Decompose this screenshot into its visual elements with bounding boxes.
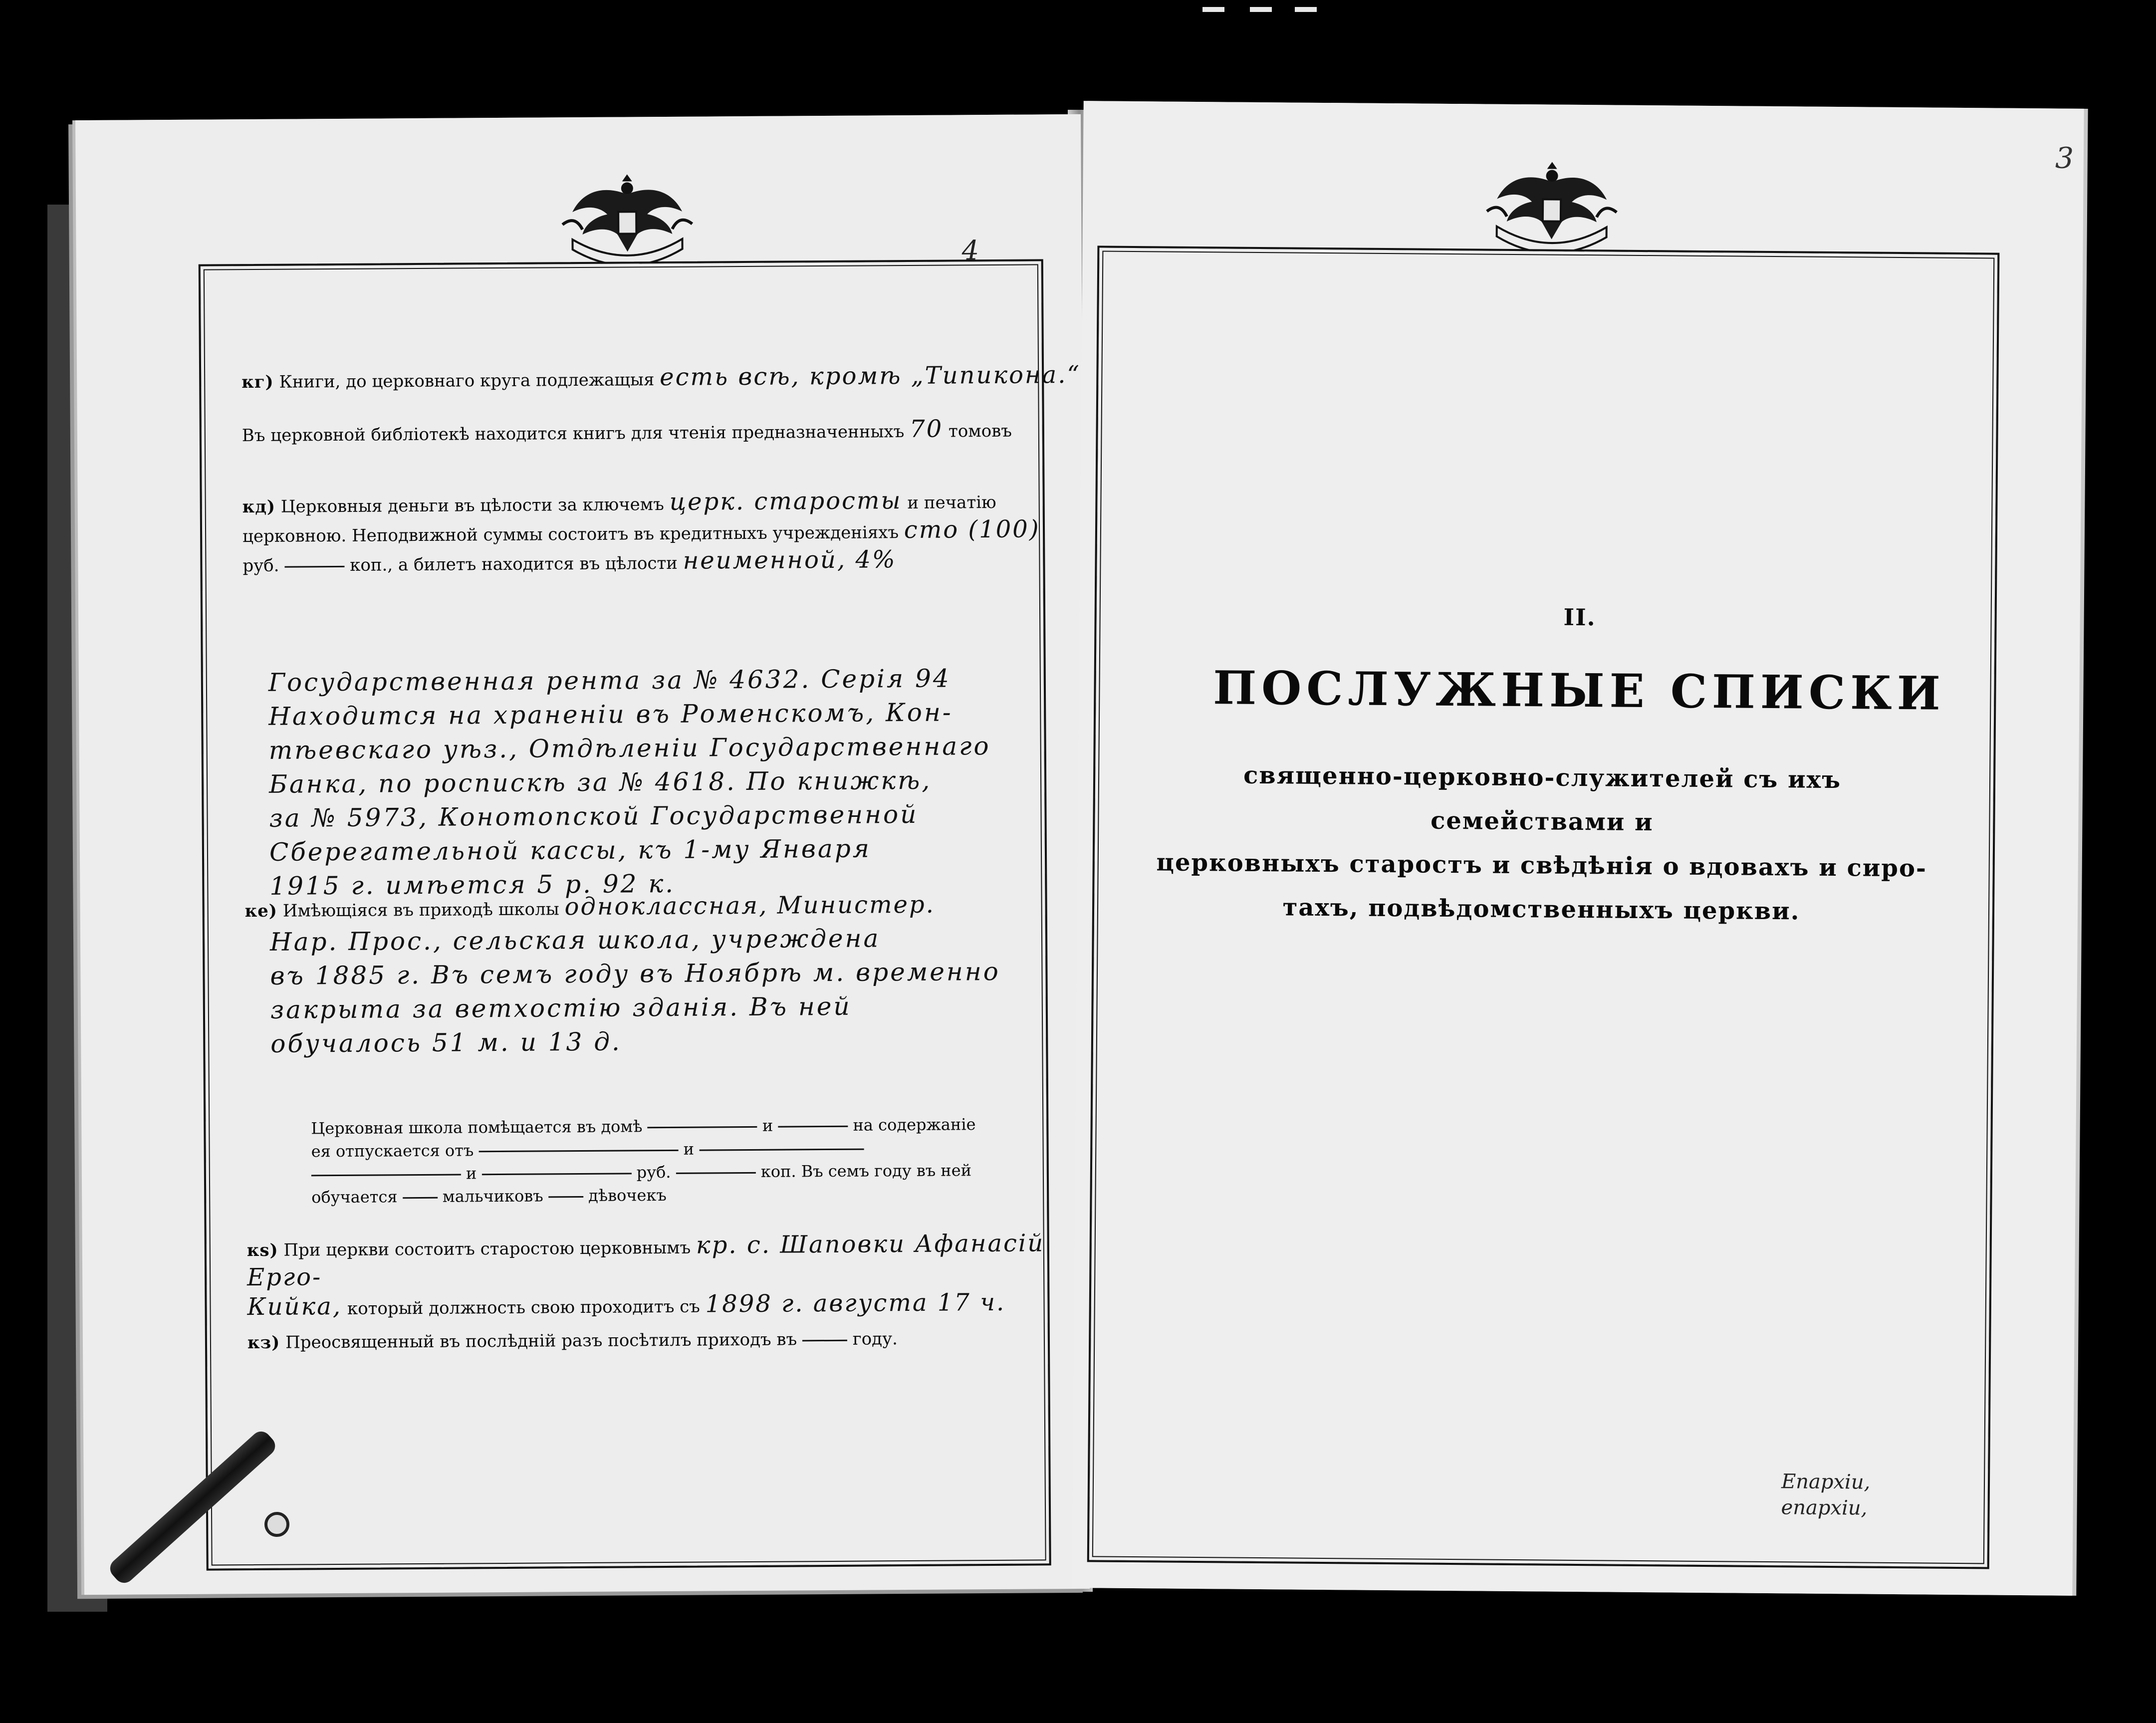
- hw-line: Банка, по роспискѣ за № 4618. По книжкѣ,: [268, 765, 932, 799]
- school-text: обучается: [311, 1187, 398, 1207]
- hw-line: Нар. Прос., сельская школа, учреждена: [269, 924, 881, 957]
- blank-line: [676, 1172, 756, 1174]
- hw-line: за № 5973, Конотопской Государственной: [269, 799, 919, 833]
- hw-line: закрыта за ветхостію зданія. Въ ней: [270, 991, 852, 1024]
- blank-line: [802, 1339, 847, 1341]
- item-label: кз): [247, 1332, 280, 1353]
- library-count: 70: [909, 415, 944, 443]
- blank-line: [699, 1149, 864, 1151]
- item-kd-handwritten: [268, 661, 992, 903]
- school-text: дѣвочекъ: [588, 1185, 667, 1205]
- hw-line: Находится на храненіи въ Роменскомъ, Кон-: [268, 698, 953, 731]
- school-text: и: [466, 1164, 477, 1183]
- school-text: ея отпускается отъ: [311, 1141, 474, 1161]
- item-label: кг): [241, 372, 274, 393]
- blank-line: [548, 1196, 583, 1198]
- item-text: году.: [852, 1329, 898, 1349]
- library-line: [242, 414, 1150, 449]
- school-text: Церковная школа помѣщается въ домѣ: [311, 1117, 643, 1138]
- item-label: ке): [244, 901, 278, 922]
- note-line: епархіи,: [1781, 1496, 1868, 1520]
- scanner-mark-left: [1202, 7, 1224, 12]
- blank-line: [778, 1126, 848, 1128]
- school-text: на содержаніе: [853, 1115, 976, 1135]
- hw-line: Сберегательной кассы, къ 1-му Января: [269, 834, 872, 867]
- item-text: и печатію церковною. Неподвижной суммы состоитъ въ кредитныхъ учрежденіяхъ: [242, 492, 996, 547]
- blank-line: [403, 1197, 438, 1199]
- blank-line: [284, 565, 344, 567]
- item-text: Церковныя деньги въ цѣлости за ключемъ: [280, 494, 664, 517]
- right-page: [1072, 101, 2084, 1596]
- subtitle-line: тахъ, подвѣдомственныхъ церкви.: [1282, 893, 1800, 926]
- scanner-mark-right: [1295, 7, 1317, 12]
- scanner-mark-middle: [1250, 7, 1272, 12]
- corner-mark: 4: [961, 235, 979, 266]
- hw-line: обучалось 51 м. и 13 д.: [270, 1027, 622, 1058]
- handwritten-answer: неименной, 4%: [683, 545, 897, 575]
- subtitle-line: священно-церковно-служителей съ ихъ семействами и: [1243, 761, 1842, 837]
- handwritten-answer: кр. с. Шаповки Афанасій Ерго-: [246, 1229, 1045, 1292]
- item-label: кѕ): [246, 1240, 278, 1261]
- section-title: ПОСЛУЖНЫЕ СПИСКИ: [1212, 661, 1946, 721]
- item-ks: [247, 1230, 1106, 1323]
- item-text: Книги, до церковнаго круга подлежащыя: [279, 370, 655, 392]
- hw-line: тѣевскаго уѣз., Отдѣленіи Государственнаго: [268, 731, 991, 765]
- page-number: 3: [2055, 141, 2074, 175]
- section-subtitle: [1142, 752, 1942, 935]
- blank-line: [648, 1126, 757, 1128]
- handwritten-answer: сто (100): [904, 515, 1040, 544]
- item-kz: [247, 1324, 1156, 1356]
- school-section: [311, 1112, 1140, 1209]
- hw-line: 1915 г. имѣется 5 р. 92 к.: [269, 869, 676, 901]
- handwritten-note: [1781, 1469, 1870, 1521]
- school-text: коп. Въ семъ году въ ней: [760, 1161, 972, 1181]
- left-page: [75, 114, 1090, 1595]
- item-text: руб.: [242, 555, 279, 576]
- item-text: Преосвященный въ послѣдній разъ посѣтилъ приходъ въ: [285, 1329, 797, 1353]
- item-label: кд): [242, 496, 276, 517]
- section-number: II.: [1563, 603, 1596, 631]
- item-kg: [241, 361, 1150, 449]
- library-text: Въ церковной библіотекѣ находится книгъ для чтенія предназначенныхъ: [241, 422, 905, 446]
- item-text: Имѣющіяся въ приходѣ школы: [282, 899, 559, 921]
- hw-line: въ 1885 г. Въ семъ году въ Ноябрѣ м. временно: [270, 957, 1000, 990]
- item-text: коп., а билетъ находится въ цѣлости: [350, 553, 678, 575]
- library-unit: томовъ: [948, 421, 1012, 442]
- blank-line: [479, 1150, 678, 1152]
- subtitle-line: церковныхъ старостъ и свѣдѣнія о вдовахъ и сиро-: [1156, 848, 1927, 883]
- handwritten-answer: одноклассная, Министер.: [564, 890, 936, 921]
- item-ke: [244, 890, 1153, 925]
- handwritten-answer: есть всѣ, кромѣ „Типикона.“: [660, 360, 1081, 392]
- hw-line: Государственная рента за № 4632. Серія 94: [268, 664, 951, 697]
- school-text: и: [762, 1116, 773, 1135]
- item-text: При церкви состоитъ старостою церковнымъ: [283, 1237, 691, 1260]
- school-text: мальчиковъ: [442, 1186, 543, 1206]
- blank-line: [311, 1174, 461, 1177]
- handwritten-answer: Кийка,: [247, 1292, 342, 1321]
- item-kd: [242, 486, 1101, 580]
- item-text: который должность свою проходитъ съ: [347, 1296, 700, 1319]
- item-ke-handwritten: [270, 921, 1001, 1061]
- handwritten-answer: церк. старосты: [669, 487, 902, 516]
- note-line: Епархіи,: [1781, 1470, 1871, 1494]
- blank-line: [482, 1173, 632, 1175]
- school-text: и: [683, 1139, 695, 1159]
- school-text: руб.: [636, 1162, 671, 1182]
- handwritten-answer: 1898 г. августа 17 ч.: [705, 1288, 1006, 1318]
